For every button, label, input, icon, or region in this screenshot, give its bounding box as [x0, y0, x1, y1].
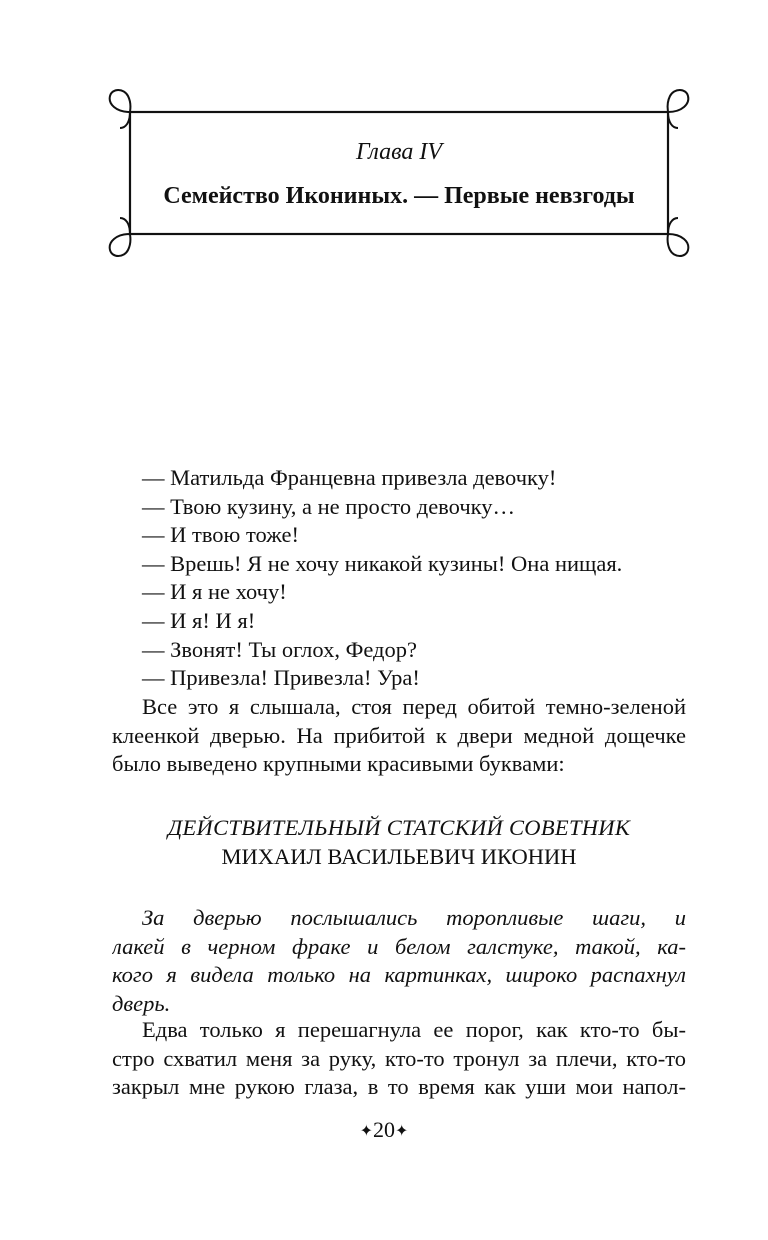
- dialogue-block: [112, 464, 686, 693]
- chapter-label: Глава IV: [355, 139, 443, 165]
- paragraph-line: было выведено крупными красивыми буквами:: [112, 751, 565, 777]
- door-sign-name: МИХАИЛ ВАСИЛЬЕВИЧ ИКОНИН: [221, 843, 577, 869]
- door-sign: [112, 814, 686, 871]
- paragraph-line: клеенкой дверью. На прибитой к двери медной дощечке: [112, 722, 686, 748]
- paragraph-line: За дверью послышались торопливые шаги, и: [142, 905, 686, 930]
- dialogue-line: — Врешь! Я не хочу никакой кузины! Она нищая.: [142, 550, 623, 576]
- dialogue-line: — Твою кузину, а не просто девочку…: [142, 493, 515, 519]
- dialogue-line: — Звонят! Ты оглох, Федор?: [142, 636, 417, 662]
- paragraph-line: Все это я слышала, стоя перед обитой темно-зеленой: [142, 694, 686, 719]
- paragraph-line: лакей в черном фраке и белом галстуке, такой, ка-: [112, 933, 686, 959]
- paragraph-door: [112, 693, 686, 779]
- page-number-value: 20: [373, 1117, 395, 1142]
- ornament-left-icon: ✦: [359, 1122, 373, 1140]
- paragraph-line: стро схватил меня за руку, кто-то тронул за плечи, кто-то: [112, 1045, 686, 1071]
- chapter-frame-border: [106, 88, 692, 258]
- paragraph-lackey: [112, 904, 686, 1018]
- page-number: [0, 1116, 768, 1146]
- frame-corner-curl-top-right: [668, 90, 689, 128]
- paragraph-line: закрыл мне рукою глаза, в то время как уши мои напол-: [112, 1074, 686, 1100]
- door-sign-rank: ДЕЙСТВИТЕЛЬНЫЙ СТАТСКИЙ СОВЕТНИК: [167, 815, 631, 840]
- paragraph-threshold: [112, 1016, 686, 1102]
- dialogue-line: — Привезла! Привезла! Ура!: [142, 665, 420, 691]
- dialogue-line: — И я не хочу!: [142, 579, 287, 605]
- dialogue-line: — И я! И я!: [142, 607, 256, 633]
- paragraph-line: дверь.: [112, 990, 171, 1016]
- chapter-frame: [106, 88, 692, 258]
- frame-corner-curl-top-left: [110, 90, 131, 128]
- frame-corner-curl-bottom-right: [668, 218, 689, 256]
- frame-corner-curl-bottom-left: [110, 218, 131, 256]
- ornament-right-icon: ✦: [395, 1122, 409, 1140]
- paragraph-line: Едва только я перешагнула ее порог, как кто-то бы-: [142, 1017, 686, 1042]
- chapter-title: Семейство Икониных. — Первые невзгоды: [163, 183, 635, 209]
- dialogue-line: — И твою тоже!: [142, 522, 299, 548]
- dialogue-line: — Матильда Францевна привезла девочку!: [142, 465, 557, 490]
- paragraph-line: кого я видела только на картинках, широко распахнул: [112, 962, 686, 988]
